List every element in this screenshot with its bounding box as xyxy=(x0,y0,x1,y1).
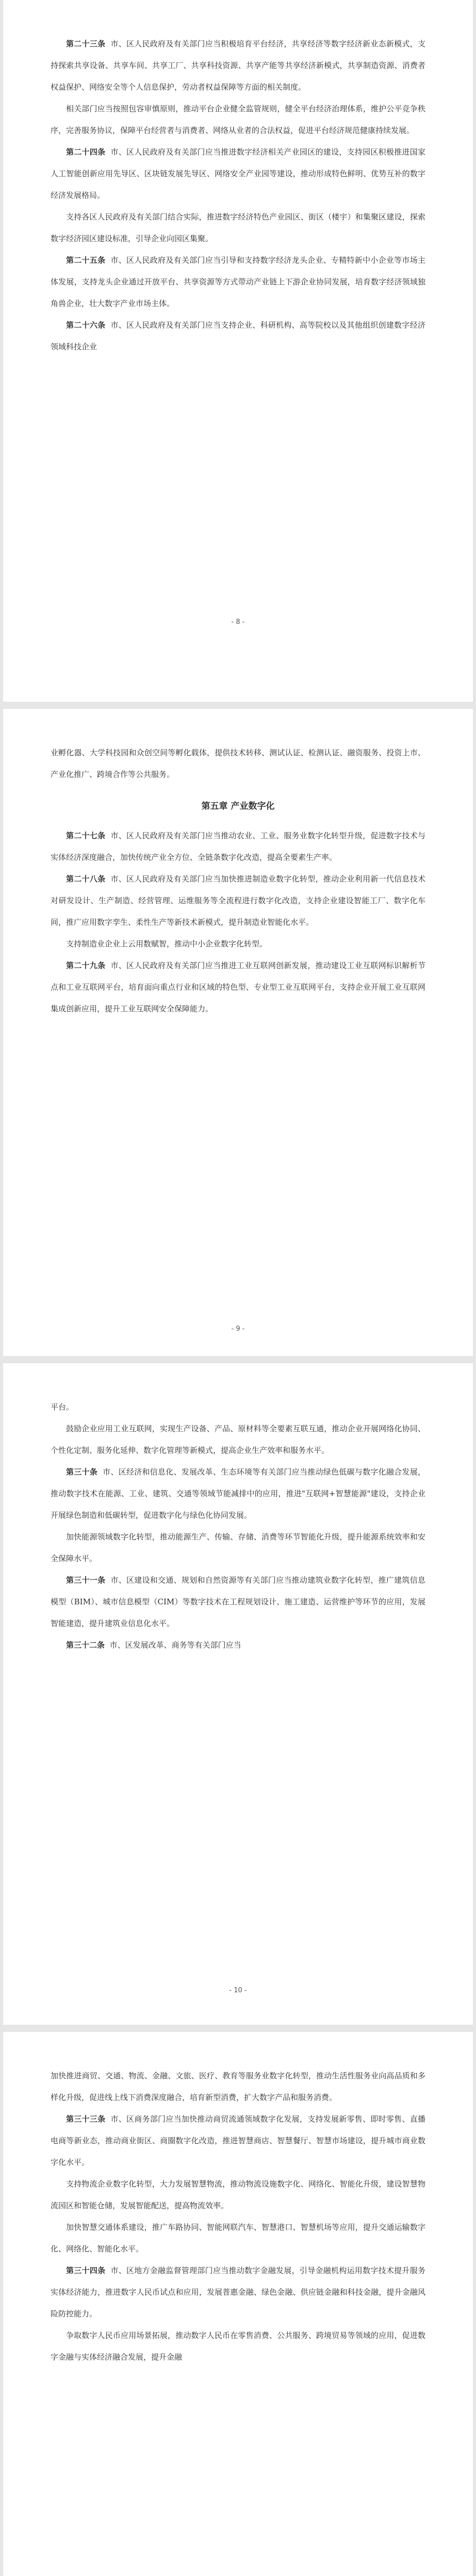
paragraph-text: 市、区地方金融监督管理部门应当推动数字金融发展，引导金融机构运用数字技术提升服务实体经济能力，推进数字人民币试点和应用，发展普惠金融、绿色金融、供应链金融和科技金融，提升金融风险防控能力。 xyxy=(51,2266,425,2318)
article-paragraph xyxy=(51,955,425,1020)
page-number: - 8 - xyxy=(231,618,245,626)
article-number: 第二十七条 xyxy=(66,831,106,840)
article-number: 第二十六条 xyxy=(66,320,106,330)
article-number: 第三十四条 xyxy=(66,2266,106,2275)
page-body xyxy=(51,33,425,358)
paragraph-text: 争取数字人民币应用场景拓展，推动数字人民币在零售消费、公共服务、跨境贸易等领域的应用，促进数字金融与实体经济融合发展，提升金融 xyxy=(51,2331,425,2362)
article-paragraph xyxy=(51,1461,425,1526)
paragraph-text: 支持制造业企业上云用数赋智，推动中小企业数字化转型。 xyxy=(66,939,268,948)
document-page xyxy=(3,1363,473,2025)
article-paragraph xyxy=(51,33,425,98)
article-paragraph xyxy=(51,1634,425,1656)
article-paragraph xyxy=(51,141,425,206)
paragraph-text: 支持物流企业数字化转型，大力发展智慧物流，推动物流设施数字化、网络化、智能化升级，建设智慧物流园区和智能仓储，发展智能配送，提高物流效率。 xyxy=(51,2179,425,2210)
article-paragraph xyxy=(51,249,425,314)
paragraph-text: 市、区人民政府及有关部门应当支持企业、科研机构、高等院校以及其他组织创建数字经济领域科技企业 xyxy=(51,320,425,351)
document-page xyxy=(3,709,473,1356)
article-paragraph xyxy=(51,1569,425,1634)
paragraph-text: 市、区人民政府及有关部门应当推进数字经济相关产业园区的建设，支持园区积极推进国家人工智能创新应用先导区、区块链发展先导区、网络安全产业园等建设，推动形成特色鲜明、优势互补的数字经济发展格局。 xyxy=(51,147,425,200)
paragraph-text: 市、区建设和交通、规划和自然资源等有关部门应当推动建筑业数字化转型，推广建筑信息模型（BIM）、城市信息模型（CIM）等数字技术在工程规划设计、施工建造、运营维护等环节的应用，发展智能建造，提升建筑业信息化水平。 xyxy=(51,1575,425,1628)
paragraph-text: 市、区经济和信息化、发展改革、生态环境等有关部门应当推动绿色低碳与数字化融合发展，推动数字技术在能源、工业、建筑、交通等领域节能减排中的应用，推进"互联网+智慧能源"建设，支持企业开展绿色制造和低碳转型，促进数字化与绿色化协同发展。 xyxy=(51,1467,425,1520)
continued-paragraph xyxy=(51,742,425,785)
page-number: - 9 - xyxy=(231,1325,245,1333)
paragraph-text: 市、区人民政府及有关部门应当引导和支持数字经济龙头企业、专精特新中小企业等市场主体发展，支持龙头企业通过开放平台、共享资源等方式带动产业链上下游企业协同发展，培育数字经济领域独角兽企业，壮大数字产业市场主体。 xyxy=(51,256,425,308)
paragraph-text: 市、区人民政府及有关部门应当积极培育平台经济，共享经济等数字经济新业态新模式，支持探索共享设备、共享车间、共享工厂、共享科技资源、共享产能等共享经济新模式，共享制造资源、消费者权益保护、网络安全等个人信息保护，劳动者权益保障等方面的相关制度。 xyxy=(51,39,425,92)
body-paragraph xyxy=(51,2216,425,2260)
paragraph-text: 鼓励企业应用工业互联网，实现生产设备、产品、原材料等全要素互联互通，推动企业开展网络化协同、个性化定制、服务化延伸、数字化管理等新模式，提高企业生产效率和服务水平。 xyxy=(51,1424,425,1455)
paragraph-text: 市、区人民政府及有关部门应当推动农业、工业、服务业数字化转型升级，促进数字技术与实体经济深度融合，加快传统产业全方位、全链条数字化改造，提高全要素生产率。 xyxy=(51,831,425,862)
paragraph-text: 支持各区人民政府及有关部门结合实际，推进数字经济特色产业园区、街区（楼宇）和集聚区建设，探索数字经济园区建设标准，引导企业向园区集聚。 xyxy=(51,212,425,243)
article-number: 第三十一条 xyxy=(66,1575,106,1585)
article-number: 第三十二条 xyxy=(66,1640,105,1650)
paragraph-text: 加快能源领域数字化转型，推动能源生产、传输、存储、消费等环节智能化升级，提升能源系统效率和安全保障水平。 xyxy=(51,1532,425,1563)
article-paragraph xyxy=(51,2260,425,2325)
article-paragraph xyxy=(51,868,425,933)
continued-paragraph xyxy=(51,2065,425,2108)
article-paragraph xyxy=(51,2108,425,2173)
article-number: 第二十四条 xyxy=(66,147,106,157)
paragraph-text: 市、区人民政府及有关部门应当推进工业互联网创新发展，推动建设工业互联网标识解析节点和工业互联网平台，培育面向重点行业和区域的特色型、专业型工业互联网平台，支持企业开展工业互联网集成创新应用，提升工业互联网安全保障能力。 xyxy=(51,961,425,1013)
article-number: 第二十三条 xyxy=(66,39,106,48)
article-number: 第二十五条 xyxy=(66,256,106,265)
body-paragraph xyxy=(51,933,425,955)
body-paragraph xyxy=(51,1418,425,1461)
article-paragraph xyxy=(51,314,425,358)
document-page xyxy=(3,0,473,702)
paragraph-text: 平台。 xyxy=(51,1402,74,1412)
paragraph-text: 加快推进商贸、交通、物流、金融、文旅、医疗、教育等服务业数字化转型，推动生活性服务业向高品质和多样化升级，促进线上线下消费深度融合，培育新型消费，扩大数字产品和服务消费。 xyxy=(51,2071,425,2102)
body-paragraph xyxy=(51,2173,425,2216)
article-paragraph xyxy=(51,825,425,868)
article-number: 第二十八条 xyxy=(66,874,106,884)
article-number: 第三十三条 xyxy=(66,2114,106,2124)
body-paragraph xyxy=(51,1526,425,1569)
page-body xyxy=(51,2065,425,2368)
page-number: - 10 - xyxy=(229,1987,247,1994)
chapter-heading: 第五章 产业数字化 xyxy=(201,801,275,811)
continued-paragraph xyxy=(51,1396,425,1418)
page-body xyxy=(51,1396,425,1656)
paragraph-text: 市、区人民政府及有关部门应当加快推进制造业数字化转型，推动企业利用新一代信息技术对研发设计、生产制造、经营管理、运维服务等全流程进行数字化改造，支持企业建设智能工厂、数字化车间，推广应用数字孪生、柔性生产等新技术新模式，提升制造业智能化水平。 xyxy=(51,874,425,927)
paragraph-text: 加快智慧交通体系建设，推广车路协同、智能网联汽车、智慧港口、智慧机场等应用，提升交通运输数字化、网络化、智能化水平。 xyxy=(51,2223,425,2253)
document-page xyxy=(3,2032,473,2576)
article-number: 第二十九条 xyxy=(66,961,106,970)
paragraph-text: 业孵化器、大学科技园和众创空间等孵化载体，提供技术转移、测试认证、检测认证、融资服务、投资上市、产业化推广、跨境合作等公共服务。 xyxy=(51,748,425,779)
paragraph-text: 市、区发展改革、商务等有关部门应当 xyxy=(109,1640,241,1650)
body-paragraph xyxy=(51,98,425,141)
body-paragraph xyxy=(51,206,425,249)
page-body xyxy=(51,742,425,1020)
paragraph-text: 市、区商务部门应当加快推动商贸流通领域数字化发展，支持发展新零售、即时零售、直播电商等新业态，推动商业街区、商圈数字化改造，推进智慧商店、智慧餐厅、智慧市场建设，提升城市商业数字化水平。 xyxy=(51,2114,425,2167)
body-paragraph xyxy=(51,2325,425,2368)
article-number: 第三十条 xyxy=(66,1467,98,1477)
paragraph-text: 相关部门应当按照包容审慎原则，推动平台企业健全监管规则，健全平台经济治理体系，维护公平竞争秩序，完善服务协议，保障平台经营者与消费者、网络从业者的合法权益，促进平台经济规范健康持续发展。 xyxy=(51,104,425,135)
